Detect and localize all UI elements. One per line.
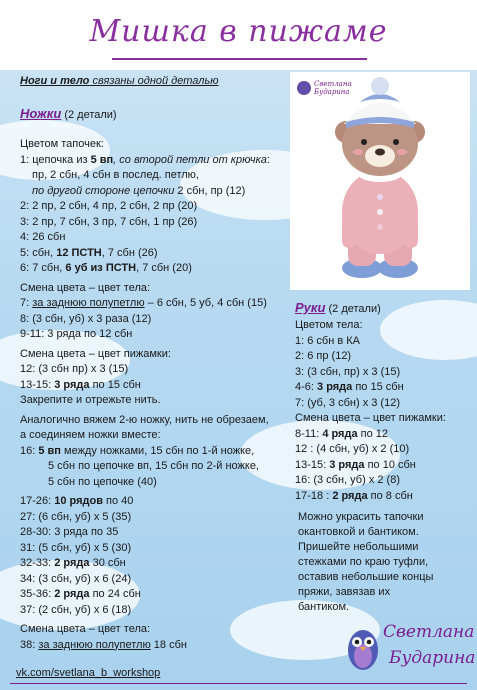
photo-brand-line-1: Светлана [314, 80, 352, 88]
page-title: Мишка в пижаме [89, 14, 388, 49]
bear-photo [290, 72, 470, 290]
arms-count: (2 детали) [325, 303, 381, 315]
arms-instructions: Цветом тела: 1: 6 сбн в КА 2: 6 пр (12) 3: (3 сбн, пр) х 3 (15) 4-6: 3 ряда по 15 сбн 7: (уб, 3 сбн) х 3 (12) Смена цвета – цвет пижамки: 8-11: 4 ряда по 12 12 : (4 сбн, уб) х 2 (10) 13-15: 3 ряда по 10 сбн 16: (3 сбн, уб) х 2 (8) 17-18 : 2 ряда по 8 сбн [295, 319, 446, 502]
legs-heading: Ножки [20, 106, 62, 121]
intro-rest: связаны одной деталью [89, 75, 219, 87]
legs-count: (2 детали) [61, 109, 117, 121]
intro-line [20, 74, 219, 90]
logo-line-1: Светлана [383, 622, 475, 642]
photo-brand-line-2: Бударина [314, 88, 350, 96]
decoration-note: Можно украсить тапочки окантовкой и бантиком. Пришейте небольшими стежками по краю туфли, оставив небольшие концы пряжи, завязав их бантиком. [298, 511, 434, 613]
vk-link[interactable]: vk.com/svetlana_b_workshop [16, 667, 161, 679]
bear-illustration [290, 72, 470, 290]
footer-divider [10, 683, 467, 684]
title-underline [112, 58, 367, 60]
logo-line-2: Бударина [389, 648, 476, 668]
brand-logo [345, 618, 476, 680]
legs-color-label: Цветом тапочек: [20, 138, 104, 150]
intro-bold: Ноги и тело [20, 75, 90, 87]
arms-heading: Руки [295, 300, 326, 315]
legs-instructions: Цветом тапочек: 1: цепочка из 5 вп, со второй петли от крючка: пр, 2 сбн, 4 сбн в послед. петлю, по другой стороне цепочки 2 сбн, пр (12) 2: 2 пр, 2 сбн, 4 пр, 2 сбн, 2 пр (20) 3: 2 пр, 7 сбн, 3 пр, 7 сбн, 1 пр (26) 4: 26 сбн 5: сбн, 12 ПСТН, 7 сбн (26) 6: 7 сбн, 6 уб из ПСТН, 7 сбн (20) Смена цвета – цвет тела: 7: за заднюю полупетлю – 6 сбн, 5 уб, 4 сбн (15) 8: (3 сбн, уб) х 3 раза (12) 9-11: 3 ряда по 12 сбн Смена цвета – цвет пижамки: 12: (3 сбн пр) х 3 (15) 13-15: 3 ряда по 15 сбн Закрепите и отрежьте нить. Аналогично вяжем 2-ю ножку, нить не обрезаем, а соединяем ножки вместе: 16: 5 вп между ножками, 15 сбн по 1-й ножке, 5 сбн по цепочке вп, 15 сбн по 2-й ножке, 5 сбн по цепочке (40) 17-26: 10 рядов по 40 27: (6 сбн, уб) х 5 (35) 28-30: 3 ряда по 35 31: (5 сбн, уб) х 5 (30) 32-33: 2 ряда 30 сбн 34: (3 сбн, уб) х 6 (24) 35-36: 2 ряда по 24 сбн 37: (2 сбн, уб) х 6 (18) Смена цвета – цвет тела: 38: за заднюю полупетлю 18 сбн [20, 138, 270, 651]
legs-section [20, 106, 117, 124]
arms-section [295, 300, 381, 318]
